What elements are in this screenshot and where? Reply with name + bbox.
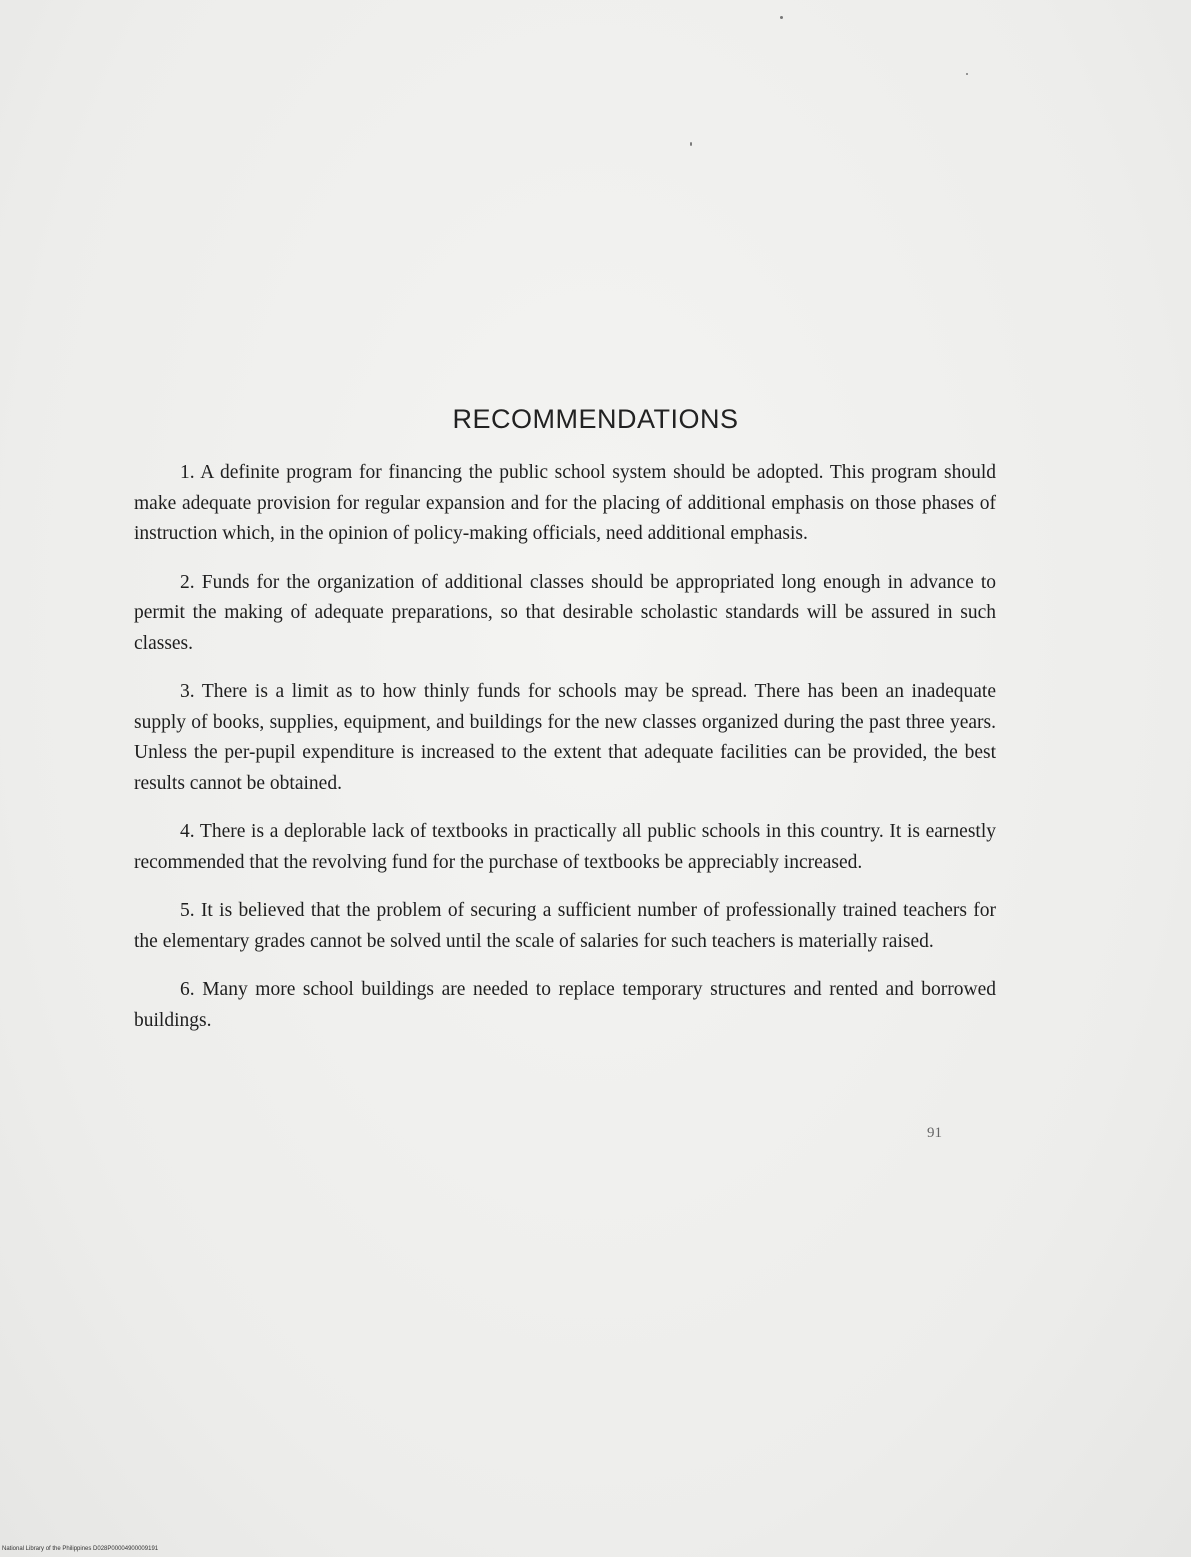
recommendation-paragraph-6: 6. Many more school buildings are needed to replace temporary structures and rented and borrowed buildings.: [134, 979, 996, 1031]
recommendation-paragraph-5: 5. It is believed that the problem of securing a sufficient number of professionally trained teachers for the elementary grades cannot be solved until the scale of salaries for such teachers is materially raised.: [134, 900, 996, 952]
recommendations-body: [134, 458, 996, 1054]
page-number: 91: [927, 1125, 942, 1141]
dust-speck: [690, 142, 692, 146]
footer-reference: National Library of the Philippines D028P00004900009191: [2, 1546, 159, 1552]
dust-speck: [780, 16, 783, 19]
recommendation-paragraph-4: 4. There is a deplorable lack of textbooks in practically all public schools in this country. It is earnestly recommended that the revolving fund for the purchase of textbooks be appreciably increased.: [134, 821, 996, 873]
dust-speck: [966, 73, 968, 75]
page-title: RECOMMENDATIONS: [452, 404, 739, 434]
recommendation-paragraph-1: 1. A definite program for financing the public school system should be adopted. This program should make adequate provision for regular expansion and for the placing of additional emphasis on those phases of instruction which, in the opinion of policy-making officials, need additional emphasis.: [134, 462, 996, 544]
recommendation-paragraph-2: 2. Funds for the organization of additional classes should be appropriated long enough in advance to permit the making of adequate preparations, so that desirable scholastic standards will be assured in such classes.: [134, 571, 996, 654]
recommendation-paragraph-3: 3. There is a limit as to how thinly funds for schools may be spread. There has been an inadequate supply of books, supplies, equipment, and buildings for the new classes organized during the past three years. Unless the per-pupil expenditure is increased to the extent that adequate facilities can be provided, the best results cannot be obtained.: [134, 681, 996, 794]
